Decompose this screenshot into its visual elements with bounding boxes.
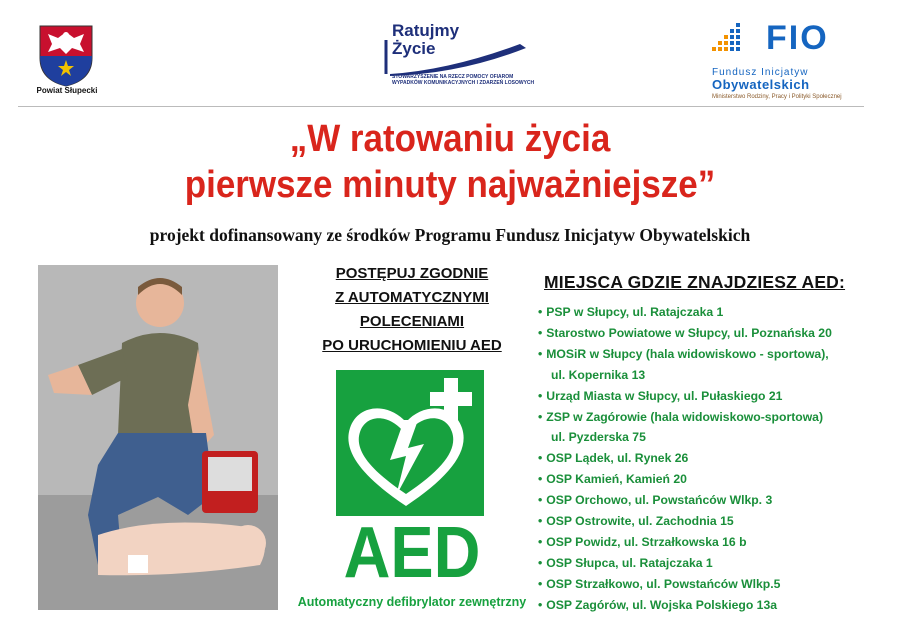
fio-dots-icon: [712, 23, 748, 53]
locations-heading: MIEJSCA GDZIE ZNAJDZIESZ AED:: [544, 272, 846, 292]
list-item: • Starostwo Powiatowe w Słupcy, ul. Poznańska 20: [538, 323, 888, 344]
instruction-line: Z AUTOMATYCZNYMI: [335, 289, 489, 306]
list-item: • Urząd Miasta w Słupcy, ul. Pułaskiego 21: [538, 386, 888, 407]
title-line2: pierwsze minuty najważniejsze”: [184, 164, 716, 206]
poster-subtitle: projekt dofinansowany ze środków Programu Fundusz Inicjatyw Obywatelskich: [149, 225, 751, 245]
header-divider: [18, 106, 864, 107]
aed-label: AED: [343, 513, 481, 593]
aed-caption: Automatyczny defibrylator zewnętrzny: [297, 595, 527, 609]
fio-line1: Fundusz Inicjatyw: [712, 67, 809, 78]
instructions-block: [300, 262, 524, 358]
fio-ministry: Ministerstwo Rodziny, Pracy i Polityki Społecznej: [712, 94, 842, 100]
crest-label: Powiat Słupecki: [36, 86, 98, 95]
cpr-training-photo: [38, 265, 278, 610]
ratujmy-city: SŁUPCA: [498, 66, 519, 72]
list-item: • PSP w Słupcy, ul. Ratajczaka 1: [538, 302, 888, 323]
list-item: • OSP Kamień, Kamień 20: [538, 469, 888, 490]
aed-heart-sign-icon: [336, 370, 484, 516]
poster-title: [36, 116, 864, 208]
list-item: • OSP Powidz, ul. Strzałkowska 16 b: [538, 532, 888, 553]
list-item: • OSP Orchowo, ul. Powstańców Wlkp. 3: [538, 490, 888, 511]
instruction-line: POSTĘPUJ ZGODNIE: [335, 265, 489, 282]
list-item: • OSP Słupca, ul. Ratajczaka 1: [538, 553, 888, 574]
list-item: • MOSiR w Słupcy (hala widowiskowo - sportowa), ul. Kopernika 13: [538, 344, 888, 386]
locations-list: [538, 302, 888, 616]
list-item: • OSP Zagórów, ul. Wojska Polskiego 13a: [538, 595, 888, 616]
instruction-line: PO URUCHOMIENIU AED: [322, 337, 502, 354]
list-item: • ZSP w Zagórowie (hala widowiskowo-sportowa) ul. Pyzderska 75: [538, 407, 888, 449]
fio-logo-text: FIO: [766, 19, 829, 57]
fio-line2: Obywatelskich: [712, 77, 810, 92]
ratujmy-subtitle: STOWARZYSZENIE NA RZECZ POMOCY OFIAROM WYPADKÓW KOMUNIKACYJNYCH I ZDARZEŃ LOSOWYCH: [392, 74, 535, 86]
list-item: • OSP Ostrowite, ul. Zachodnia 15: [538, 511, 888, 532]
list-item: • OSP Lądek, ul. Rynek 26: [538, 448, 888, 469]
ratujmy-title-line2: Życie: [392, 39, 436, 58]
ratujmy-title-line1: Ratujmy: [392, 21, 460, 40]
title-line1: „W ratowaniu życia: [289, 118, 611, 160]
powiat-slupecki-crest-icon: [36, 22, 96, 88]
instruction-line: POLECENIAMI: [359, 313, 465, 330]
list-item: • OSP Strzałkowo, ul. Powstańców Wlkp.5: [538, 574, 888, 595]
